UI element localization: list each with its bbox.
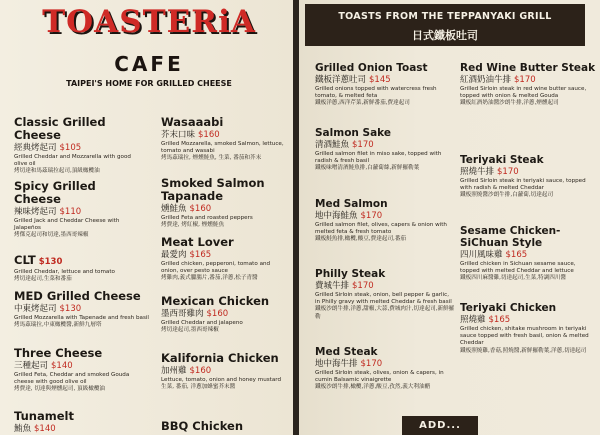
menu-item-med-steak — [315, 346, 455, 392]
menu-item-desc: Grilled Mozzarella, smoked Salmon, lettuce, tomato and wasabi — [161, 141, 284, 155]
menu-item-desc-zh: 鐵板沙朗牛排,橄欖,洋蔥,酸豆,孜然,義大利油醋 — [315, 384, 431, 391]
menu-item-price: $160 — [189, 366, 212, 376]
menu-item-price: $170 — [352, 140, 374, 150]
menu-item-desc: Grilled Sirloin steak, olives, onion & capers, in cumin Balsamic vinaigrette — [315, 370, 444, 384]
menu-item-desc-zh: 鐵板沙朗牛排,洋蔥,甜椒,大蒜,費城肉汁,切達起司,新鮮羅勒 — [315, 306, 455, 320]
menu-item-desc: Grilled Cheddar and jalapeno — [161, 320, 243, 326]
menu-item-desc: Grilled chicken, pepperoni, tomato and onion, over pesto sauce — [161, 261, 271, 275]
menu-item-desc-zh: 烤馬茲瑞拉, 煙燻鮭魚, 生菜, 番茄和芥末 — [161, 155, 262, 162]
menu-item-desc: Grilled Sirloin steak, onion, bell pepper & garlic, in Philly gravy with melted Cheddar & fresh basil — [315, 292, 452, 306]
menu-item-name: MED Grilled Cheese — [14, 289, 141, 303]
menu-item-desc-zh: 烤切達起司,墨西哥辣椒 — [161, 327, 219, 334]
menu-item-price: $130 — [38, 257, 63, 267]
menu-item-name-zh: 四川風味雞 — [460, 250, 503, 260]
menu-item-desc: Grilled chicken in Sichuan sesame sauce, topped with melted Cheddar and lettuce — [460, 261, 576, 275]
menu-item-desc: Grilled Mozzarella with Tapenade and fresh basil — [14, 315, 149, 321]
teppanyaki-header — [305, 4, 585, 46]
menu-item-name: Smoked Salmon Tapanade — [161, 176, 265, 203]
menu-item-desc-zh: 烤雞肉,義式臘腸片,番茄,洋蔥,松子青醬 — [161, 275, 258, 282]
menu-item-name: Sesame Chicken- SiChuan Style — [460, 225, 561, 249]
menu-item-philly-steak — [315, 268, 455, 321]
menu-item-price: $105 — [59, 143, 82, 153]
menu-item-desc-zh: 鐵板紅酒奶油醬沙朗牛排,洋蔥,煙燻起司 — [460, 100, 559, 107]
menu-item-desc-zh: 鐵板鮭魚排,橄欖,酸豆,費達起司,番茄 — [315, 236, 407, 243]
menu-item-name: Classic Grilled Cheese — [14, 115, 106, 142]
menu-item-desc: Grilled Jack and Cheddar Cheese with Jalapeños — [14, 218, 120, 232]
menu-item-smoked-salmon-tapanade — [161, 177, 291, 229]
menu-item-price: $130 — [59, 304, 82, 314]
menu-item-desc: Grilled salmon filet, olives, capers & onion with melted feta & fresh tomato — [315, 222, 447, 236]
menu-item-kalifornia-chicken — [161, 352, 289, 391]
menu-item-price: $165 — [505, 250, 528, 260]
menu-item-bbq-chicken — [161, 420, 289, 433]
menu-item-desc-zh: 鐵板四川麻醬雞,切達起司,生菜,特調四川醬 — [460, 275, 567, 282]
menu-item-three-cheese — [14, 347, 139, 394]
menu-item-price: $170 — [360, 359, 383, 369]
menu-item-desc: Grilled onions topped with watercress fresh tomato, & melted feta — [315, 86, 437, 100]
menu-item-price: $170 — [352, 281, 374, 291]
menu-item-name-zh: 中東烤起司 — [14, 304, 57, 314]
menu-item-desc-zh: 鐵板照燒醬沙朗牛排,白蘿蔔,切達起司 — [460, 192, 554, 199]
menu-item-grilled-onion-toast — [315, 62, 455, 108]
menu-item-name: Wasaaabi — [161, 115, 224, 129]
menu-item-desc-zh: 生菜, 番茄, 洋蔥加蜂蜜芥末醬 — [161, 384, 236, 391]
menu-item-name-zh: 照燒牛排 — [460, 167, 495, 177]
menu-item-desc: Grilled Sirloin steak in red wine butter sauce, topped with onion & melted Gouda — [460, 86, 587, 100]
menu-item-med-salmon — [315, 198, 455, 244]
menu-item-name-zh: 最愛肉 — [161, 250, 187, 260]
menu-item-price: $170 — [497, 167, 519, 177]
teppanyaki-header-title: TOASTS FROM THE TEPPANYAKI GRILL — [338, 11, 552, 22]
add-ons-label: ADD... — [402, 416, 478, 435]
menu-item-sesame-chicken-sichuan — [460, 225, 596, 283]
menu-item-price: $165 — [488, 315, 511, 325]
menu-item-name-zh: 燻鮭魚 — [161, 204, 187, 214]
menu-item-price: $160 — [206, 309, 229, 319]
menu-item-name: Teriyaki Steak — [460, 154, 544, 166]
menu-item-spicy-grilled-cheese — [14, 180, 134, 240]
menu-item-name: Meat Lover — [161, 235, 234, 249]
menu-item-desc: Grilled Feta, Cheddar and smoked Gouda cheese with good olive oil — [14, 372, 130, 386]
menu-item-tunamelt — [14, 410, 134, 435]
menu-item-desc-zh: 鐵板洋蔥,西洋芹菜,新鮮番茄,費達起司 — [315, 100, 410, 107]
menu-item-price: $110 — [59, 207, 82, 217]
menu-item-desc-zh: 鐵板味噌清酒鮭魚排,白蘿蔔絲,新鮮羅勒葉 — [315, 165, 420, 172]
menu-item-wasaaabi — [161, 116, 289, 163]
menu-item-name-zh: 清酒鮭魚 — [315, 140, 350, 150]
menu-item-name-zh: 經典烤起司 — [14, 143, 57, 153]
menu-item-name: Med Steak — [315, 346, 378, 358]
menu-item-name-zh: 辣味烤起司 — [14, 207, 57, 217]
menu-item-name: CLT — [14, 253, 36, 267]
menu-item-classic-grilled-cheese — [14, 116, 134, 176]
menu-item-desc: Grilled Sirloin steak in teriyaki sauce, topped with radish & melted Cheddar — [460, 178, 586, 192]
menu-item-desc-zh: 烤費達, 切達與煙燻起司, 頂級橄欖油 — [14, 386, 106, 393]
menu-item-desc: Grilled Cheddar, lettuce and tomato — [14, 269, 115, 275]
menu-item-desc-zh: 烤費達, 烤紅椒, 煙燻鮭魚 — [161, 222, 225, 229]
menu-item-name: BBQ Chicken — [161, 419, 244, 433]
menu-item-name: Philly Steak — [315, 268, 386, 280]
menu-item-name: Tunamelt — [14, 409, 74, 423]
menu-item-desc-zh: 鐵板照燒雞,香菇,照燒醬,新鮮羅勒葉,洋蔥,切達起司 — [460, 347, 587, 354]
cafe-logo-title: TOASTERiA — [42, 4, 256, 40]
menu-item-name: Mexican Chicken — [161, 294, 270, 308]
menu-item-desc: Lettuce, tomato, onion and honey mustard — [161, 377, 282, 383]
menu-item-clt — [14, 254, 134, 283]
menu-item-teriyaki-chicken — [460, 302, 596, 355]
menu-item-desc-zh: 烤傑克起司和切達,墨西哥辣椒 — [14, 232, 89, 239]
menu-item-meat-lover — [161, 236, 289, 283]
menu-item-name-zh: 鮪魚 — [14, 424, 32, 434]
menu-item-name: Teriyaki Chicken — [460, 302, 557, 314]
menu-item-price: $165 — [189, 250, 212, 260]
menu-item-name: Salmon Sake — [315, 127, 392, 139]
menu-item-desc-zh: 烤馬茲瑞拉,中東橄欖醬,新鮮九層塔 — [14, 322, 102, 329]
menu-item-name: Kalifornia Chicken — [161, 351, 279, 365]
menu-item-price: $140 — [34, 424, 56, 434]
menu-item-med-grilled-cheese — [14, 290, 154, 329]
menu-item-name-zh: 地中海牛排 — [315, 359, 358, 369]
menu-item-name: Med Salmon — [315, 198, 388, 210]
menu-item-desc: Grilled salmon filet in miso sake, topped with radish & fresh basil — [315, 151, 442, 165]
cafe-logo-subtitle: CAFE — [114, 52, 184, 76]
menu-item-name-zh: 加州雞 — [161, 366, 187, 376]
menu-item-name-zh: 紅酒奶油牛排 — [460, 75, 512, 85]
menu-item-name-zh: 墨西哥雞肉 — [161, 309, 204, 319]
menu-item-name: Three Cheese — [14, 346, 103, 360]
menu-item-name-zh: 費城牛排 — [315, 281, 350, 291]
menu-item-name: Spicy Grilled Cheese — [14, 179, 96, 206]
menu-item-price: $140 — [51, 361, 73, 371]
menu-item-desc-zh: 烤切達起司,生菜和番茄 — [14, 276, 72, 283]
menu-item-desc: Grilled Cheddar and Mozzarella with good olive oil — [14, 154, 131, 168]
cafe-tagline: TAIPEI'S HOME FOR GRILLED CHEESE — [66, 79, 232, 88]
menu-item-name-zh: 鐵板洋蔥吐司 — [315, 75, 367, 85]
menu-item-name-zh: 地中海鮭魚 — [315, 211, 358, 221]
menu-item-price: $160 — [189, 204, 212, 214]
menu-item-name-zh: 照燒雞 — [460, 315, 486, 325]
menu-item-desc: Grilled chicken, shitake mushroom in teriyaki sauce topped with fresh basil, onion & melted Cheddar — [460, 326, 589, 347]
menu-item-name-zh: 三種起司 — [14, 361, 49, 371]
teppanyaki-header-title-zh: 日式鐵板吐司 — [412, 29, 478, 42]
menu-item-teriyaki-steak — [460, 154, 596, 200]
menu-item-name: Grilled Onion Toast — [315, 62, 428, 74]
menu-item-price: $170 — [514, 75, 536, 85]
menu-item-price: $170 — [360, 211, 383, 221]
menu-item-desc-zh: 烤切達和馬茲瑞拉起司,頂級橄欖油 — [14, 168, 100, 175]
menu-item-name: Red Wine Butter Steak — [460, 62, 596, 74]
menu-item-salmon-sake — [315, 127, 455, 173]
menu-item-price: $160 — [198, 130, 220, 140]
menu-item-red-wine-butter-steak — [460, 62, 596, 108]
menu-item-price: $145 — [369, 75, 391, 85]
menu-item-mexican-chicken — [161, 295, 289, 334]
menu-item-name-zh: 芥末口味 — [161, 130, 196, 140]
menu-item-desc: Grilled Feta and roasted peppers — [161, 215, 253, 221]
